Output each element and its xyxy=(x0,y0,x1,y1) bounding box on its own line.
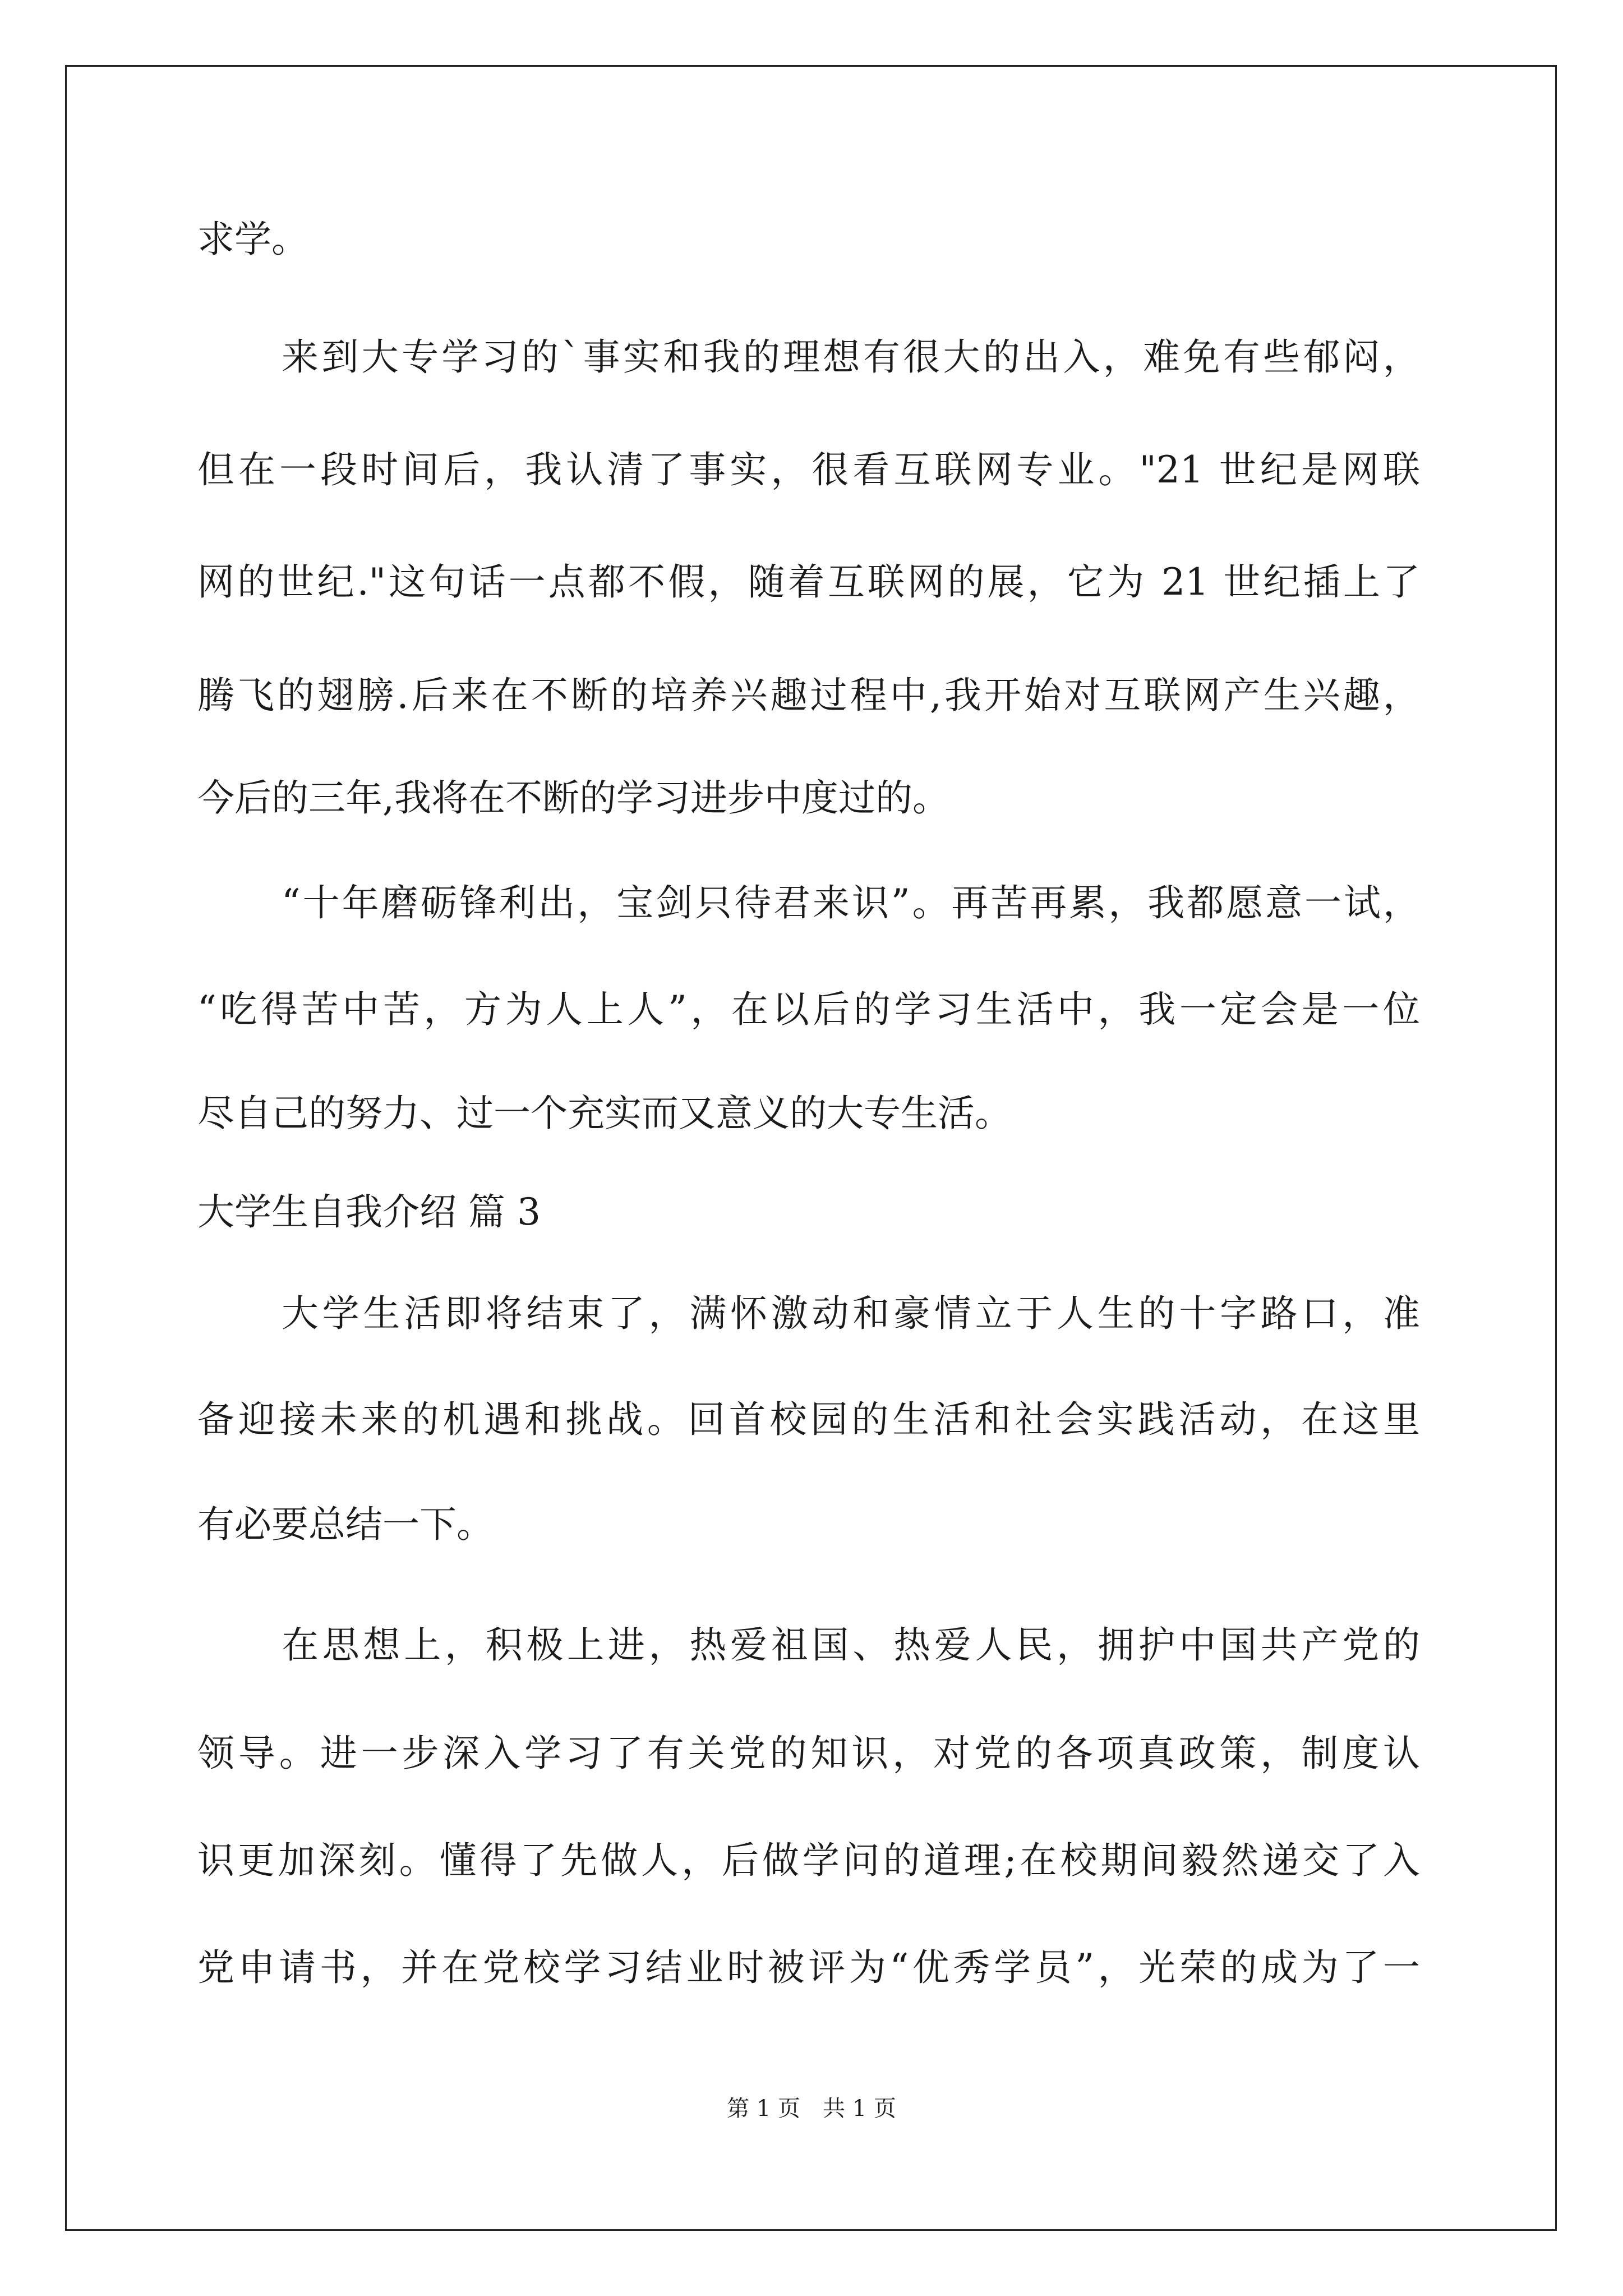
body-line-17: 党申请书，并在党校学习结业时被评为“优秀学员”，光荣的成为了一 xyxy=(197,1946,1420,1989)
page-number: 第 1 页 xyxy=(727,2096,800,2122)
body-line-4: 网的世纪."这句话一点都不假，随着互联网的展，它为 21 世纪插上了 xyxy=(197,560,1420,604)
body-line-1: 求学。 xyxy=(197,218,308,261)
page-footer xyxy=(0,2095,1623,2123)
page-border xyxy=(65,65,1557,2231)
page-total: 共 1 页 xyxy=(823,2096,896,2122)
body-line-6: 今后的三年,我将在不断的学习进步中度过的。 xyxy=(197,776,949,820)
body-line-8: “吃得苦中苦，方为人上人”，在以后的学习生活中，我一定会是一位 xyxy=(197,988,1420,1031)
body-line-13: 有必要总结一下。 xyxy=(197,1503,494,1546)
body-line-7: “十年磨砺锋利出，宝剑只待君来识”。再苦再累，我都愿意一试， xyxy=(282,881,1420,924)
body-line-14: 在思想上，积极上进，热爱祖国、热爱人民，拥护中国共产党的 xyxy=(282,1623,1420,1667)
body-line-15: 领导。进一步深入学习了有关党的知识，对党的各项真政策，制度认 xyxy=(197,1732,1420,1775)
body-line-16: 识更加深刻。懂得了先做人，后做学问的道理;在校期间毅然递交了入 xyxy=(197,1839,1420,1882)
section-heading: 大学生自我介绍 篇 3 xyxy=(197,1190,541,1234)
body-line-2: 来到大专学习的`事实和我的理想有很大的出入，难免有些郁闷， xyxy=(282,335,1420,379)
body-line-11: 大学生活即将结束了，满怀激动和豪情立于人生的十字路口，准 xyxy=(282,1292,1420,1335)
body-line-12: 备迎接未来的机遇和挑战。回首校园的生活和社会实践活动，在这里 xyxy=(197,1398,1420,1441)
body-line-5: 腾飞的翅膀.后来在不断的培养兴趣过程中,我开始对互联网产生兴趣， xyxy=(197,674,1420,717)
body-line-3: 但在一段时间后，我认清了事实，很看互联网专业。"21 世纪是网联 xyxy=(197,448,1420,491)
body-line-9: 尽自己的努力、过一个充实而又意义的大专生活。 xyxy=(197,1092,1012,1135)
